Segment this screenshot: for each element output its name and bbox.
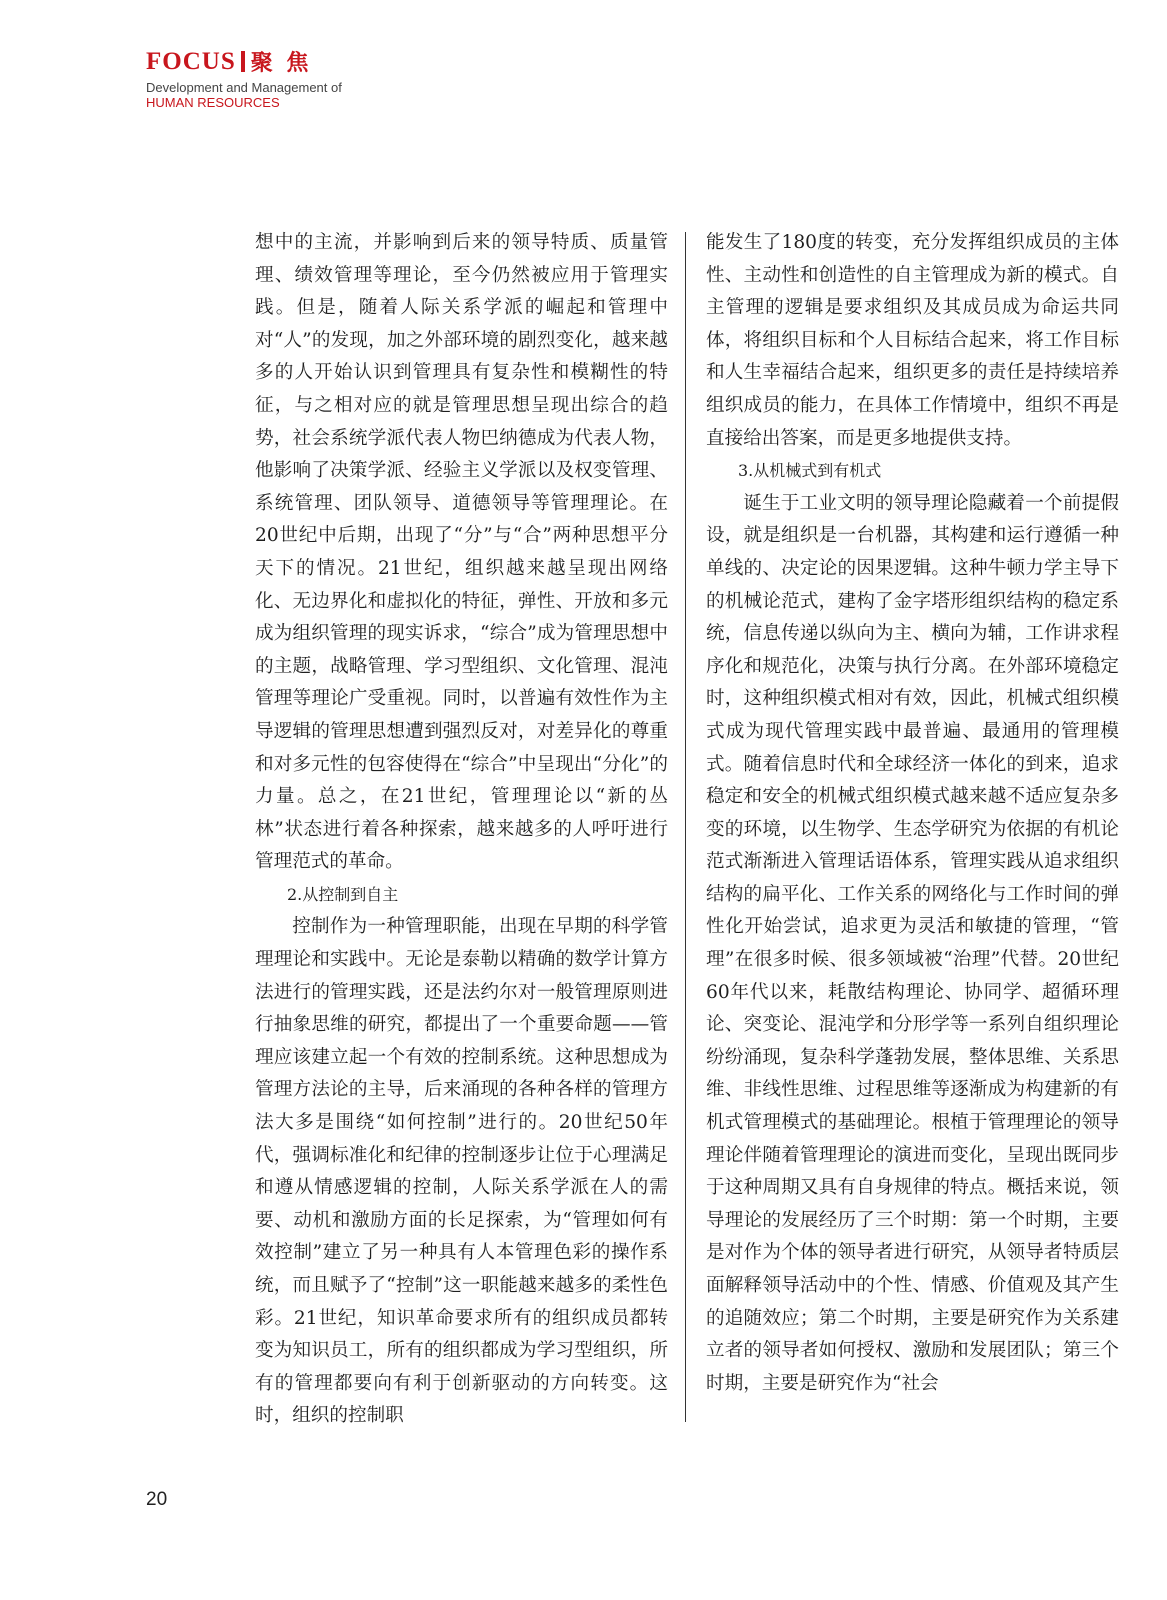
section-heading: 3.从机械式到有机式 [738,461,882,481]
left-column [255,227,668,1433]
brand-chinese: 聚 焦 [250,51,312,76]
paragraph: 控制作为一种管理职能，出现在早期的科学管理理论和实践中。无论是泰勒以精确的数学计算方法进行的管理实践，还是法约尔对一般管理原则进行抽象思维的研究，都提出了一个重要命题——管理应该建立起一个有效的控制系统。这种思想成为管理方法论的主导，后来涌现的各种各样的管理方法大多是围绕“如何控制”进行的。20世纪50年代，强调标准化和纪律的控制逐步让位于心理满足和遵从情感逻辑的控制，人际关系学派在人的需要、动机和激励方面的长足探索，为“管理如何有效控制”建立了另一种具有人本管理色彩的操作系统，而且赋予了“控制”这一职能越来越多的柔性色彩。21世纪，知识革命要求所有的组织成员都转变为知识员工，所有的组织都成为学习型组织，所有的管理都要向有利于创新驱动的方向转变。这时，组织的控制职 [255,916,668,1427]
paragraph: 想中的主流，并影响到后来的领导特质、质量管理、绩效管理等理论，至今仍然被应用于管理实践。但是，随着人际关系学派的崛起和管理中对“人”的发现，加之外部环境的剧烈变化，越来越多的人开始认识到管理具有复杂性和模糊性的特征，与之相对应的就是管理思想呈现出综合的趋势，社会系统学派代表人物巴纳德成为代表人物，他影响了决策学派、经验主义学派以及权变管理、系统管理、团队领导、道德领导等管理理论。在20世纪中后期，出现了“分”与“合”两种思想平分天下的情况。21世纪，组织越来越呈现出网络化、无边界化和虚拟化的特征，弹性、开放和多元成为组织管理的现实诉求，“综合”成为管理思想中的主题，战略管理、学习型组织、文化管理、混沌管理等理论广受重视。同时，以普遍有效性作为主导逻辑的管理思想遭到强烈反对，对差异化的尊重和对多元性的包容使得在“综合”中呈现出“分化”的力量。总之，在21世纪，管理理论以“新的丛林”状态进行着各种探索，越来越多的人呼吁进行管理范式的革命。 [255,232,668,873]
page-number: 20 [146,1489,168,1510]
section-heading: 2.从控制到自主 [287,884,399,904]
magazine-brand [146,46,342,77]
right-column [706,227,1119,1400]
paragraph: 能发生了180度的转变，充分发挥组织成员的主体性、主动性和创造性的自主管理成为新的模式。自主管理的逻辑是要求组织及其成员成为命运共同体，将组织目标和个人目标结合起来，将工作目标和人生幸福结合起来，组织更多的责任是持续培养组织成员的能力，在具体工作情境中，组织不再是直接给出答案，而是更多地提供支持。 [706,232,1119,449]
brand-divider [241,51,245,72]
tagline-line-2: HUMAN RESOURCES [146,95,280,110]
brand-english: FOCUS [146,47,236,75]
masthead [146,46,342,110]
paragraph: 诞生于工业文明的领导理论隐藏着一个前提假设，就是组织是一台机器，其构建和运行遵循一种单线的、决定论的因果逻辑。这种牛顿力学主导下的机械论范式，建构了金字塔形组织结构的稳定系统，信息传递以纵向为主、横向为辅，工作讲求程序化和规范化，决策与执行分离。在外部环境稳定时，这种组织模式相对有效，因此，机械式组织模式成为现代管理实践中最普遍、最通用的管理模式。随着信息时代和全球经济一体化的到来，追求稳定和安全的机械式组织模式越来越不适应复杂多变的环境，以生物学、生态学研究为依据的有机论范式渐渐进入管理话语体系，管理实践从追求组织结构的扁平化、工作关系的网络化与工作时间的弹性化开始尝试，追求更为灵活和敏捷的管理，“管理”在很多时候、很多领域被“治理”代替。20世纪60年代以来，耗散结构理论、协同学、超循环理论、突变论、混沌学和分形学等一系列自组织理论纷纷涌现，复杂科学蓬勃发展，整体思维、关系思维、非线性思维、过程思维等逐渐成为构建新的有机式管理模式的基础理论。根植于管理理论的领导理论伴随着管理理论的演进而变化，呈现出既同步于这种周期又具有自身规律的特点。概括来说，领导理论的发展经历了三个时期：第一个时期，主要是对作为个体的领导者进行研究，从领导者特质层面解释领导活动中的个性、情感、价值观及其产生的追随效应；第二个时期，主要是研究作为关系建立者的领导者如何授权、激励和发展团队；第三个时期，主要是研究作为“社会 [706,492,1119,1394]
column-divider [685,232,686,1422]
tagline-line-1: Development and Management of [146,80,342,95]
